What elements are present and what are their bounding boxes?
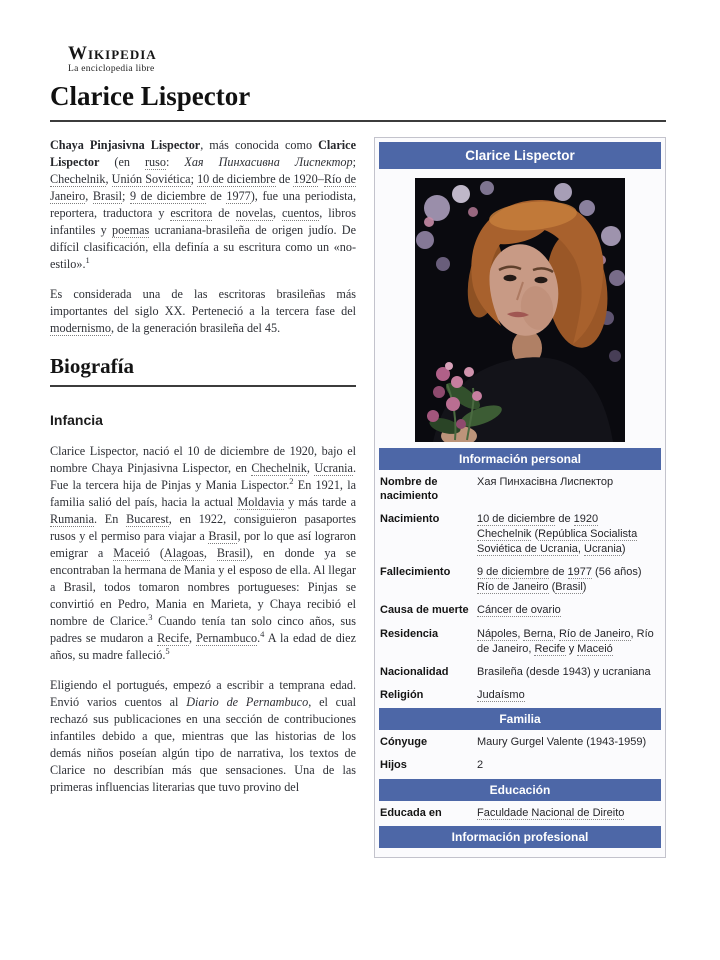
- text-link[interactable]: 1977: [226, 189, 251, 203]
- text-link[interactable]: Berna: [523, 627, 553, 640]
- text-link[interactable]: Chechelnik: [50, 172, 106, 186]
- infobox-row-label: Fallecimiento: [380, 566, 451, 579]
- text-link[interactable]: Chechelnik: [251, 461, 307, 475]
- infobox-row-label: Religión: [380, 689, 424, 702]
- infobox-row: [378, 802, 662, 825]
- infobox-row: [378, 731, 662, 754]
- text-link[interactable]: modernismo: [50, 321, 111, 335]
- text-link[interactable]: Brasil: [208, 529, 238, 543]
- infobox: [374, 137, 666, 858]
- paragraph: Clarice Lispector, nació el 10 de diciembre de 1920, bajo el nombre Chaya Pinjasivna Lispector, en Chechelnik, Ucrania. Fue la tercera hija de Pinjas y Mania Lispector.$^2$ En 1921, la familia salió del país, hacia la actual Moldavia y más tarde a Rumania. En Bucarest, en 1922, consiguieron pasaportes rusos y el permiso para viajar a Brasil, por lo que así lograron emigrar a Maceió (Alagoas, Brasil), en donde ya se encontraban la hermana de Mania y el esposo de ella. Al llegar a Brasil, todos tomaron nombres portugueses: Pinjas se convirtió en Pedro, Mania en Marieta, y Chaya recibió el nombre de Clarice.$^3$ Cuando tenía tan solo cinco años, sus padres se mudaron a Recife, Pernambuco.$^4$ A la edad de diez años, su madre falleció.$^5$: [50, 444, 357, 662]
- text-link[interactable]: Brasil: [92, 189, 123, 203]
- text-link[interactable]: Rumania: [50, 512, 95, 526]
- infobox-row-label: Nombre de nacimiento: [380, 476, 439, 503]
- infobox-row-value: 9 de diciembre de 1977 (56 años) Río de Janeiro (Brasil): [477, 566, 642, 594]
- infobox-section-familia: Familia: [379, 708, 661, 730]
- infobox-row-value: Хая Пинхасівна Лиспектор: [477, 476, 614, 488]
- infobox-row-value: Maury Gurgel Valente (1943-1959): [477, 736, 647, 749]
- infobox-row-value: [472, 603, 660, 618]
- infobox-row: [378, 599, 662, 622]
- section-heading-biografia: Biografía: [50, 354, 356, 387]
- text-link[interactable]: 9 de diciembre: [130, 189, 206, 203]
- reference-link[interactable]: 3: [148, 611, 153, 622]
- infobox-section-personal: Información personal: [379, 448, 661, 470]
- text-link[interactable]: 1977: [567, 566, 592, 579]
- text-link[interactable]: Ucrania: [314, 461, 353, 475]
- text-link[interactable]: Alagoas: [163, 546, 204, 560]
- infobox-row-label: Hijos: [380, 759, 407, 772]
- paragraph: Es considerada una de las escritoras brasileñas más importantes del siglo XX. Perteneció a la tercera fase del modernismo, de la generación brasileña del 45.: [50, 287, 356, 335]
- text-link[interactable]: 10 de diciembre: [477, 512, 556, 525]
- infobox-row: [378, 684, 662, 707]
- text-link[interactable]: Pernambuco: [196, 631, 258, 645]
- text-link[interactable]: Río de Janeiro: [558, 627, 631, 640]
- text-link[interactable]: Faculdade Nacional de Direito: [477, 806, 625, 819]
- portrait-photo[interactable]: [415, 178, 625, 442]
- text-link[interactable]: Río de Janeiro: [477, 581, 549, 594]
- infobox-section-profesional: Información profesional: [379, 826, 661, 848]
- infobox-row-label: Nacionalidad: [380, 665, 449, 678]
- article-body: [50, 137, 356, 809]
- infobox-row-label: Educada en: [380, 806, 442, 819]
- infobox-row-label: Causa de muerte: [380, 604, 469, 617]
- infobox-row: [378, 754, 662, 777]
- infobox-row: [378, 508, 662, 562]
- subsection-heading-infancia: Infancia: [50, 412, 103, 428]
- infobox-section-educacion: Educación: [379, 779, 661, 801]
- text-link[interactable]: Brasil: [555, 581, 583, 594]
- infobox-title: Clarice Lispector: [379, 142, 661, 169]
- text-link[interactable]: República Socialista Soviética de Ucrania: [477, 527, 638, 555]
- infobox-row-value: Nápoles, Berna, Río de Janeiro, Río de Janeiro, Recife y Maceió: [477, 627, 654, 655]
- text-link[interactable]: Unión Soviética: [111, 172, 191, 186]
- wikipedia-logo[interactable]: [68, 44, 666, 74]
- reference-link[interactable]: 5: [165, 645, 170, 656]
- text-link[interactable]: Brasil: [216, 546, 246, 560]
- text-link[interactable]: Río de Janeiro: [50, 172, 357, 203]
- text-link[interactable]: Maceió: [577, 642, 613, 655]
- text-link[interactable]: Bucarest: [126, 512, 169, 526]
- reference-link[interactable]: 4: [260, 628, 265, 639]
- wikipedia-wordmark: Wikipedia: [68, 43, 157, 64]
- text-link[interactable]: Maceió: [113, 546, 150, 560]
- text-link[interactable]: escritora: [170, 206, 213, 220]
- text-link[interactable]: Chechelnik: [477, 527, 532, 540]
- content-columns: [50, 137, 666, 858]
- infobox-row-value: 10 de diciembre de 1920 Chechelnik (República Socialista Soviética de Ucrania, Ucrania): [477, 512, 638, 555]
- paragraph: Eligiendo el portugués, empezó a escribir a temprana edad. Envió varios cuentos al Diario de Pernambuco, el cual rechazó sus publicaciones en una sección de contribuciones infantiles debido a que, mientras que las historias de los demás niños poseían algún tipo de narrativa, los textos de Clarice no describían más que sensaciones. Una de las primeras influencias literarias que tuvo provino del: [50, 678, 356, 794]
- text-link[interactable]: Judaísmo: [477, 689, 525, 702]
- infobox-row-label: Cónyuge: [380, 736, 428, 749]
- infobox-row: [378, 471, 662, 508]
- infobox-row-value: Brasileña (desde 1943) y ucraniana: [477, 665, 651, 678]
- text-link[interactable]: Ucrania: [584, 542, 622, 555]
- infobox-row: [378, 623, 662, 661]
- infobox-row-value: [472, 806, 660, 821]
- infobox-row-value: [472, 688, 660, 703]
- wikipedia-tagline: La enciclopedia libre: [68, 64, 155, 74]
- text-link[interactable]: Recife: [534, 642, 566, 655]
- text-link[interactable]: 9 de diciembre: [477, 566, 550, 579]
- lead-paragraph: Chaya Pinjasivna Lispector, más conocida como Clarice Lispector (en ruso: Хая Пинхасивна Лиспектор; Chechelnik, Unión Soviética; 10 de diciembre de 1920–Río de Janeiro, Brasil; 9 de diciembre de 1977), fue una periodista, reportera, traductora y escritora de novelas, cuentos, libros infantiles y poemas ucraniana-brasileña de origen judío. De difícil clasificación, ella definía a su escritura como un «no-estilo».$^1$: [50, 138, 357, 271]
- infobox-row-label: Nacimiento: [380, 512, 440, 525]
- text-link[interactable]: 1920: [573, 512, 599, 525]
- text-link[interactable]: Moldavia: [237, 495, 285, 509]
- reference-link[interactable]: 2: [289, 475, 294, 486]
- page-title: Clarice Lispector: [50, 81, 666, 122]
- infobox-row-value: 2: [477, 759, 484, 772]
- infobox-row-label: Residencia: [380, 627, 439, 640]
- text-link[interactable]: novelas: [235, 206, 273, 220]
- text-link[interactable]: ruso: [145, 155, 166, 169]
- text-link[interactable]: Cáncer de ovario: [477, 604, 561, 617]
- infobox-row: [378, 561, 662, 599]
- text-link[interactable]: 1920: [293, 172, 318, 186]
- text-link[interactable]: cuentos: [281, 206, 320, 220]
- text-link[interactable]: 10 de diciembre: [197, 172, 276, 186]
- text-link[interactable]: Recife: [157, 631, 189, 645]
- infobox-row: [378, 661, 662, 684]
- reference-link[interactable]: 1: [85, 254, 90, 265]
- infobox-photo-frame: [378, 170, 662, 447]
- text-link[interactable]: poemas: [112, 223, 150, 237]
- text-link[interactable]: Nápoles: [477, 627, 518, 640]
